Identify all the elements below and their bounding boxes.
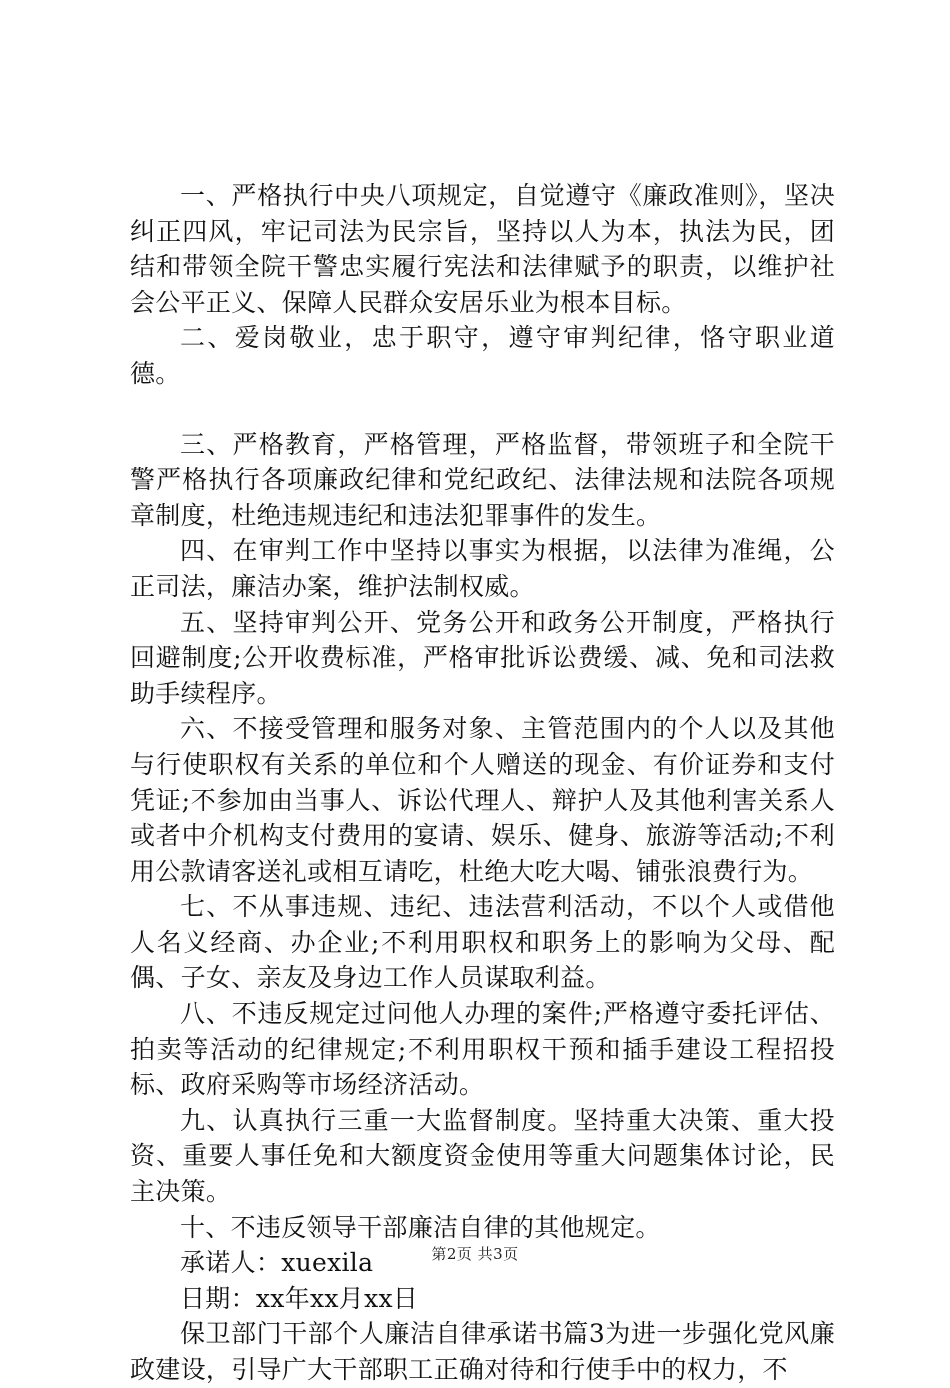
signatory-line: 承诺人：xuexila: [180, 1248, 374, 1278]
page-number-footer: 第2页 共3页: [431, 1245, 519, 1263]
paragraph-8: 八、不违反规定过问他人办理的案件;严格遵守委托评估、拍卖等活动的纪律规定;不利用职权干预和插手建设工程招投标、政府采购等市场经济活动。: [130, 999, 835, 1100]
paragraph-3: 三、严格教育，严格管理，严格监督，带领班子和全院干警严格执行各项廉政纪律和党纪政纪、法律法规和法院各项规章制度，杜绝违规违纪和违法犯罪事件的发生。: [130, 429, 835, 530]
paragraph-1: 一、严格执行中央八项规定，自觉遵守《廉政准则》，坚决纠正四风，牢记司法为民宗旨，坚持以人为本，执法为民，团结和带领全院干警忠实履行宪法和法律赋予的职责，以维护社会公平正义、保障人民群众安居乐业为根本目标。: [130, 181, 835, 317]
paragraph-2: 二、爱岗敬业，忠于职守，遵守审判纪律，恪守职业道德。: [130, 323, 835, 388]
date-line: 日期：xx年xx月xx日: [180, 1283, 419, 1313]
paragraph-10: 十、不违反领导干部廉洁自律的其他规定。: [180, 1212, 661, 1242]
paragraph-6: 六、不接受管理和服务对象、主管范围内的个人以及其他与行使职权有关系的单位和个人赠送的现金、有价证券和支付凭证;不参加由当事人、诉讼代理人、辩护人及其他利害关系人或者中介机构支付费用的宴请、娱乐、健身、旅游等活动;不利用公款请客送礼或相互请吃，杜绝大吃大喝、铺张浪费行为。: [130, 714, 835, 886]
paragraph-7: 七、不从事违规、违纪、违法营利活动，不以个人或借他人名义经商、办企业;不利用职权和职务上的影响为父母、配偶、子女、亲友及身边工作人员谋取利益。: [130, 892, 835, 993]
next-section-intro: 保卫部门干部个人廉洁自律承诺书篇3为进一步强化党风廉政建设，引导广大干部职工正确对待和行使手中的权力，不: [130, 1319, 835, 1384]
paragraph-4: 四、在审判工作中坚持以事实为根据，以法律为准绳，公正司法，廉洁办案，维护法制权威。: [130, 536, 835, 601]
paragraph-5: 五、坚持审判公开、党务公开和政务公开制度，严格执行回避制度;公开收费标准，严格审批诉讼费缓、减、免和司法救助手续程序。: [130, 607, 835, 708]
document-body: [130, 178, 835, 1388]
paragraph-9: 九、认真执行三重一大监督制度。坚持重大决策、重大投资、重要人事任免和大额度资金使用等重大问题集体讨论，民主决策。: [130, 1105, 835, 1207]
